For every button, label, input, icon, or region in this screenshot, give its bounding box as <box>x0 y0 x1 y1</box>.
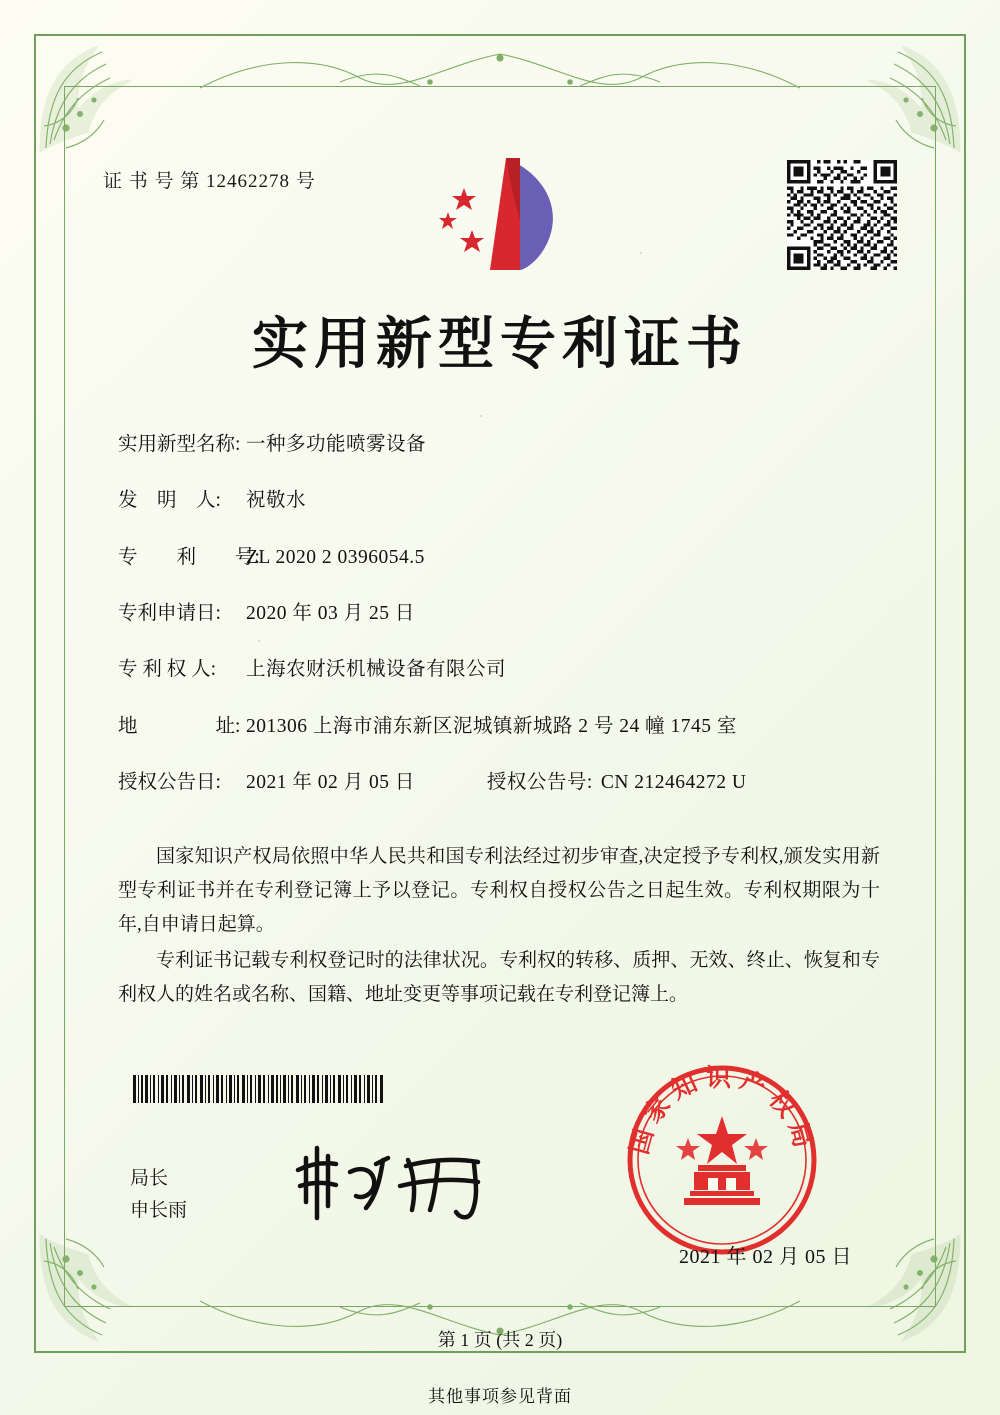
grant-no-label: 授权公告号: <box>486 772 593 794</box>
field-application-date <box>118 601 908 626</box>
seal-date: 2021 年 02 月 05 日 <box>679 1246 852 1268</box>
field-label: 专利申请日: <box>118 603 221 625</box>
legal-text <box>118 840 880 1014</box>
field-label: 实用新型名称: <box>118 434 241 455</box>
cnipa-logo-icon <box>420 150 580 280</box>
field-utility-model-name <box>118 432 908 457</box>
page-title: 实用新型专利证书 <box>252 314 748 376</box>
certificate-number: 证 书 号 第 12462278 号 <box>103 171 316 192</box>
certificate-fields <box>118 432 908 826</box>
paper-speck <box>480 415 482 417</box>
paragraph-1: 国家知识产权局依照中华人民共和国专利法经过初步审查,决定授予专利权,颁发实用新型专利证书并在专利登记簿上予以登记。专利权自授权公告之日起生效。专利权期限为十年,自申请日起算。 <box>118 846 880 935</box>
field-label: 专 利 权 人: <box>118 659 217 681</box>
corner-ornament-icon <box>36 36 156 156</box>
field-value: 201306 上海市浦东新区泥城镇新城路 2 号 24 幢 1745 室 <box>246 715 737 737</box>
field-address <box>118 714 908 739</box>
field-value: ZL 2020 2 0396054.5 <box>246 546 425 568</box>
official-seal-icon <box>622 1060 822 1260</box>
paragraph-2: 专利证书记载专利权登记时的法律状况。专利权的转移、质押、无效、终止、恢复和专利权人的姓名或名称、国籍、地址变更等事项记载在专利登记簿上。 <box>118 950 880 1005</box>
field-patentee <box>118 657 908 682</box>
field-value: 上海农财沃机械设备有限公司 <box>246 659 507 681</box>
handwritten-signature-icon <box>288 1140 518 1230</box>
grant-no-value: CN 212464272 U <box>600 772 747 794</box>
director-title: 局长 <box>130 1168 169 1189</box>
field-label: 发 明 人: <box>118 490 221 512</box>
corner-ornament-icon <box>844 36 964 156</box>
director-block <box>130 1163 187 1227</box>
page-indicator: 第 1 页 (共 2 页) <box>437 1330 563 1350</box>
field-value: 一种多功能喷雾设备 <box>246 434 427 455</box>
field-grant-announcement <box>118 770 908 795</box>
field-patent-number <box>118 545 908 570</box>
director-name: 申长雨 <box>130 1200 188 1221</box>
barcode-icon <box>133 1075 386 1103</box>
svg-text:国家知识产权局: 国家知识产权局 <box>626 1065 818 1158</box>
qr-code-icon <box>787 160 897 270</box>
footnote: 其他事项参见背面 <box>428 1387 572 1406</box>
grant-date-value: 2021 年 02 月 05 日 <box>246 772 415 794</box>
field-value: 2020 年 03 月 25 日 <box>246 603 415 625</box>
paper-speck <box>258 640 260 642</box>
field-value: 祝敬水 <box>246 490 307 512</box>
field-label: 专 利 号: <box>118 546 260 568</box>
top-edge-ornament-icon <box>200 48 800 94</box>
paper-speck <box>640 252 642 254</box>
field-inventor <box>118 488 908 513</box>
field-label: 地 址: <box>118 715 241 737</box>
grant-date-label: 授权公告日: <box>118 772 221 794</box>
